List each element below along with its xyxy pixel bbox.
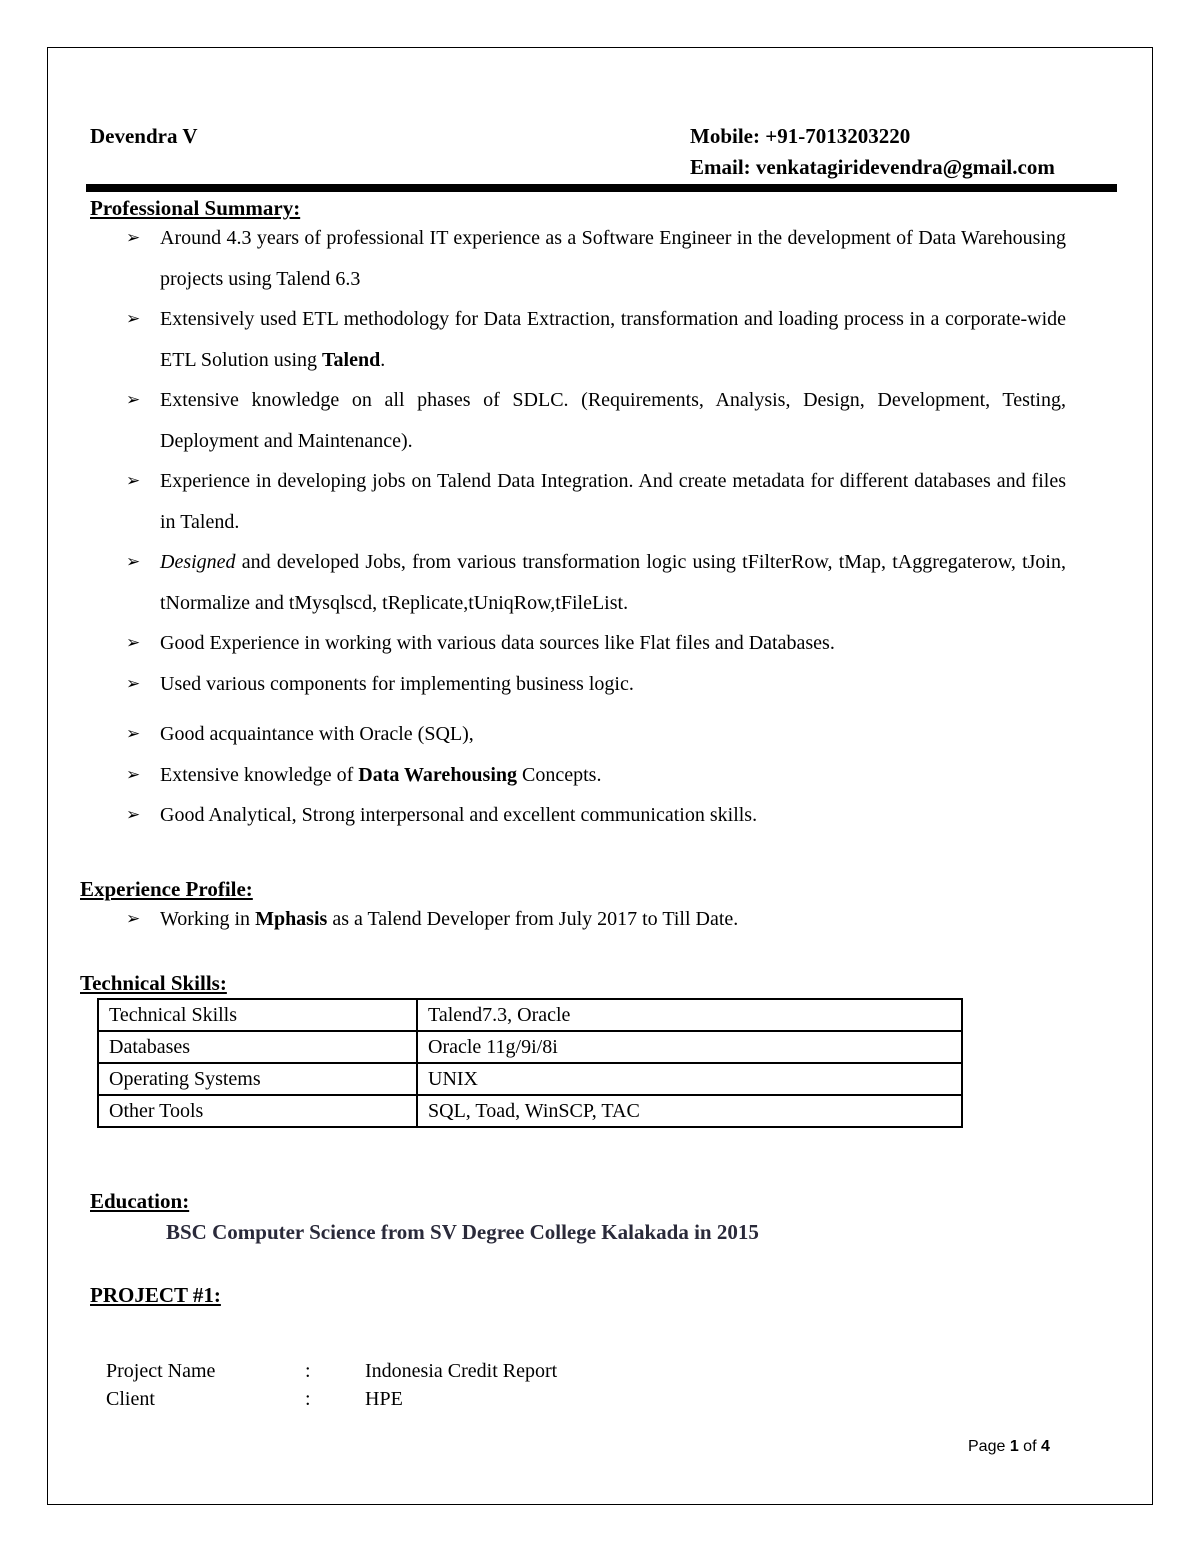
- list-item: [126, 755, 1066, 796]
- list-item: [126, 899, 1066, 940]
- list-item-text: Mphasis: [255, 908, 328, 930]
- education-heading: Education:: [90, 1189, 190, 1213]
- list-item-text: Extensively used ETL methodology for Data Extraction, transformation and loading process in a corporate-wide ETL Solution using: [160, 308, 1066, 371]
- project-field-label: Client: [106, 1388, 155, 1410]
- skill-value: Talend7.3, Oracle: [417, 999, 962, 1031]
- list-item: [126, 542, 1066, 623]
- bullet-arrow-icon: ➢: [126, 909, 141, 929]
- skill-label: Other Tools: [98, 1095, 417, 1127]
- list-item-text: Around 4.3 years of professional IT experience as a Software Engineer in the development of Data Warehousing projects using Talend 6.3: [160, 227, 1066, 290]
- list-item: [126, 299, 1066, 380]
- bullet-arrow-icon: ➢: [126, 552, 141, 572]
- summary-list: [126, 218, 1066, 836]
- skill-label: Databases: [98, 1031, 417, 1063]
- list-item: [126, 218, 1066, 299]
- experience-heading: Experience Profile:: [80, 877, 253, 901]
- bullet-arrow-icon: ➢: [126, 805, 141, 825]
- list-item-text: Working in: [160, 908, 256, 930]
- bullet-arrow-icon: ➢: [126, 724, 141, 744]
- page-number: Page 1 of 4: [968, 1438, 1050, 1455]
- table-row: [98, 999, 962, 1031]
- list-item-text: Extensive knowledge of: [160, 763, 359, 786]
- bullet-arrow-icon: ➢: [126, 309, 141, 329]
- skill-label: Operating Systems: [98, 1063, 417, 1095]
- bullet-arrow-icon: ➢: [126, 471, 141, 491]
- list-item-text: Talend: [322, 348, 381, 371]
- project-field-separator: :: [305, 1388, 311, 1410]
- bullet-arrow-icon: ➢: [126, 390, 141, 410]
- summary-heading: Professional Summary:: [90, 196, 301, 220]
- candidate-name: Devendra V: [90, 124, 198, 148]
- skills-heading: Technical Skills:: [80, 971, 227, 995]
- table-row: [98, 1063, 962, 1095]
- skill-value: UNIX: [417, 1063, 962, 1095]
- table-row: [98, 1031, 962, 1063]
- bullet-arrow-icon: ➢: [126, 673, 141, 694]
- education-detail: BSC Computer Science from SV Degree College Kalakada in 2015: [166, 1220, 759, 1244]
- skill-value: Oracle 11g/9i/8i: [417, 1031, 962, 1063]
- skill-value: SQL, Toad, WinSCP, TAC: [417, 1095, 962, 1127]
- list-item-text: Good acquaintance with Oracle (SQL),: [160, 723, 474, 745]
- project-field-value: Indonesia Credit Report: [365, 1360, 558, 1382]
- experience-list: [126, 899, 1066, 940]
- list-item-text: Extensive knowledge on all phases of SDLC. (Requirements, Analysis, Design, Development, Testing, Deployment and Maintenance).: [160, 389, 1066, 452]
- skills-table: [97, 998, 963, 1128]
- bullet-arrow-icon: ➢: [126, 228, 141, 248]
- project-field-value: HPE: [365, 1388, 403, 1410]
- project-field-separator: :: [305, 1360, 311, 1382]
- project-heading: PROJECT #1:: [90, 1283, 221, 1307]
- list-item: [126, 795, 1066, 836]
- list-item-text: .: [380, 348, 386, 371]
- bullet-arrow-icon: ➢: [126, 764, 141, 785]
- email-address: Email: venkatagiridevendra@gmail.com: [690, 155, 1055, 179]
- list-item-text: Concepts.: [517, 763, 602, 786]
- list-item-text: Good Experience in working with various data sources like Flat files and Databases.: [160, 632, 835, 654]
- list-item: [126, 461, 1066, 542]
- list-item-text: Data Warehousing: [358, 763, 518, 786]
- project-field-label: Project Name: [106, 1360, 216, 1382]
- list-item: [126, 714, 1066, 755]
- mobile-number: Mobile: +91-7013203220: [690, 124, 911, 148]
- list-item-text: and developed Jobs, from various transformation logic using tFilterRow, tMap, tAggregaterow, tJoin, tNormalize and tMysqlscd, tReplicate,tUniqRow,tFileList.: [160, 551, 1066, 614]
- list-item-text: Used various components for implementing business logic.: [160, 672, 634, 695]
- table-row: [98, 1095, 962, 1127]
- list-item-text: Experience in developing jobs on Talend Data Integration. And create metadata for different databases and files in Talend.: [160, 470, 1066, 533]
- bullet-arrow-icon: ➢: [126, 633, 141, 653]
- list-item-text: Designed: [160, 551, 236, 573]
- list-item: [126, 664, 1066, 705]
- list-item-text: Good Analytical, Strong interpersonal and excellent communication skills.: [160, 804, 758, 826]
- list-item: [126, 380, 1066, 461]
- header-rule: [86, 184, 1117, 192]
- list-item: [126, 623, 1066, 664]
- list-item-text: as a Talend Developer from July 2017 to Till Date.: [327, 908, 739, 930]
- skill-label: Technical Skills: [98, 999, 417, 1031]
